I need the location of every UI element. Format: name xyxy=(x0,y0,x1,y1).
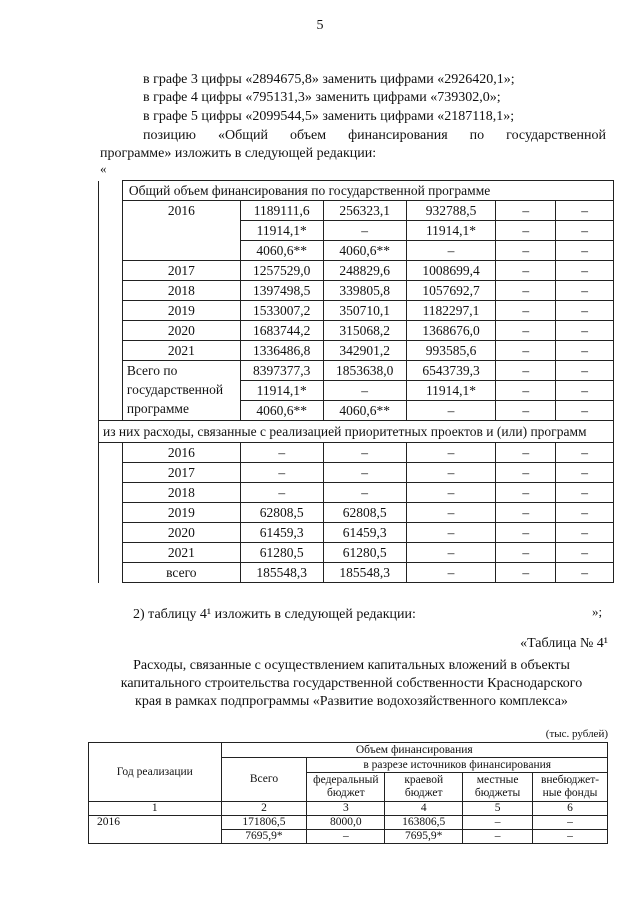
value-cell: – xyxy=(556,543,614,563)
quote-open: « xyxy=(100,161,107,176)
replace-line-col5: в графе 5 цифры «2099544,5» заменить цифрами «2187118,1»; xyxy=(143,109,515,124)
col-regional-header: краевой бюджет xyxy=(385,773,463,802)
value-cell: – xyxy=(556,563,614,583)
value-cell: 171806,5 xyxy=(221,816,307,830)
value-cell: 339805,8 xyxy=(323,281,406,301)
value-cell: – xyxy=(406,463,496,483)
value-cell: 315068,2 xyxy=(323,321,406,341)
table-row xyxy=(99,463,614,483)
value-cell: 993585,6 xyxy=(406,341,496,361)
value-cell: 61280,5 xyxy=(240,543,323,563)
value-cell: – xyxy=(496,221,556,241)
year-cell: 2020 xyxy=(122,523,240,543)
col-number: 1 xyxy=(89,802,222,816)
value-cell: – xyxy=(406,241,496,261)
value-cell: 932788,5 xyxy=(406,201,496,221)
year-cell: 2016 xyxy=(122,443,240,463)
position-word: государственной xyxy=(506,128,606,143)
position-word: объем xyxy=(290,128,327,143)
value-cell: – xyxy=(556,483,614,503)
value-cell: – xyxy=(496,321,556,341)
table-row xyxy=(99,483,614,503)
table-row xyxy=(89,802,608,816)
value-cell: 1008699,4 xyxy=(406,261,496,281)
position-word: финансирования xyxy=(348,128,448,143)
value-cell: – xyxy=(496,523,556,543)
value-cell: 1189111,6 xyxy=(240,201,323,221)
value-cell: – xyxy=(556,301,614,321)
col-number: 6 xyxy=(533,802,608,816)
value-cell: 350710,1 xyxy=(323,301,406,321)
value-cell: 4060,6** xyxy=(323,401,406,421)
value-cell: 8000,0 xyxy=(307,816,385,830)
value-cell: 1182297,1 xyxy=(406,301,496,321)
replace-line-col3: в графе 3 цифры «2894675,8» заменить цифрами «2926420,1»; xyxy=(143,72,515,87)
value-cell: – xyxy=(556,463,614,483)
quote-close: »; xyxy=(592,604,603,619)
value-cell: 256323,1 xyxy=(323,201,406,221)
value-cell: – xyxy=(556,241,614,261)
value-cell: – xyxy=(323,483,406,503)
value-cell: 1257529,0 xyxy=(240,261,323,281)
value-cell: – xyxy=(496,361,556,381)
value-cell: 6543739,3 xyxy=(406,361,496,381)
table-row xyxy=(99,301,614,321)
year-cell: 2016 xyxy=(122,201,240,261)
table-row xyxy=(99,261,614,281)
value-cell: 1057692,7 xyxy=(406,281,496,301)
value-cell: – xyxy=(496,301,556,321)
value-cell: – xyxy=(307,830,385,844)
value-cell: – xyxy=(496,503,556,523)
col-by-source-header: в разрезе источников финансирования xyxy=(307,758,608,773)
value-cell: – xyxy=(556,503,614,523)
value-cell: – xyxy=(556,361,614,381)
year-cell: 2021 xyxy=(122,543,240,563)
value-cell: – xyxy=(406,543,496,563)
value-cell: – xyxy=(496,241,556,261)
value-cell: – xyxy=(240,483,323,503)
value-cell: 185548,3 xyxy=(240,563,323,583)
col-number: 3 xyxy=(307,802,385,816)
table-row xyxy=(99,201,614,221)
year-cell: 2019 xyxy=(122,301,240,321)
value-cell: 11914,1* xyxy=(240,221,323,241)
year-cell: 2019 xyxy=(122,503,240,523)
position-line-2: программе» изложить в следующей редакции: xyxy=(100,146,377,161)
value-cell: – xyxy=(323,463,406,483)
value-cell: 185548,3 xyxy=(323,563,406,583)
value-cell: 342901,2 xyxy=(323,341,406,361)
table-label: «Таблица № 4¹ xyxy=(520,636,608,651)
position-word: «Общий xyxy=(217,128,268,143)
value-cell: – xyxy=(556,261,614,281)
value-cell: – xyxy=(556,401,614,421)
table-row xyxy=(99,181,614,201)
value-cell: 1533007,2 xyxy=(240,301,323,321)
year-cell: 2018 xyxy=(122,281,240,301)
table-row xyxy=(99,281,614,301)
value-cell: 4060,6** xyxy=(240,241,323,261)
page-number: 5 xyxy=(316,18,324,33)
value-cell: – xyxy=(240,443,323,463)
value-cell: – xyxy=(323,221,406,241)
priority-projects-text: из них расходы, связанные с реализацией приоритетных проектов и (или) программ xyxy=(99,421,614,443)
col-number: 2 xyxy=(221,802,307,816)
value-cell: 1368676,0 xyxy=(406,321,496,341)
value-cell: 7695,9* xyxy=(385,830,463,844)
value-cell: – xyxy=(533,816,608,830)
value-cell: – xyxy=(496,483,556,503)
position-word: по xyxy=(469,128,485,143)
value-cell: – xyxy=(556,443,614,463)
year-cell: 2017 xyxy=(122,261,240,281)
year-cell: 2016 xyxy=(89,816,222,844)
col-number: 4 xyxy=(385,802,463,816)
table-row xyxy=(99,361,614,381)
year-cell: 2018 xyxy=(122,483,240,503)
value-cell: – xyxy=(496,261,556,281)
table-row xyxy=(99,421,614,443)
value-cell: 1683744,2 xyxy=(240,321,323,341)
item-2-text: 2) таблицу 4¹ изложить в следующей редакции: xyxy=(133,607,416,622)
col-offbudget-header: внебюджет- ные фонды xyxy=(533,773,608,802)
table-row xyxy=(99,503,614,523)
value-cell: 62808,5 xyxy=(240,503,323,523)
value-cell: – xyxy=(496,281,556,301)
value-cell: 1336486,8 xyxy=(240,341,323,361)
value-cell: – xyxy=(556,321,614,341)
col-number: 5 xyxy=(463,802,533,816)
value-cell: 1397498,5 xyxy=(240,281,323,301)
table-row xyxy=(99,523,614,543)
col-year-header: Год реализации xyxy=(89,743,222,802)
value-cell: 11914,1* xyxy=(406,381,496,401)
value-cell: 8397377,3 xyxy=(240,361,323,381)
value-cell: – xyxy=(556,341,614,361)
col-total-header: Всего xyxy=(221,758,307,802)
year-cell: 2017 xyxy=(122,463,240,483)
value-cell: – xyxy=(406,443,496,463)
year-cell: 2020 xyxy=(122,321,240,341)
value-cell: 248829,6 xyxy=(323,261,406,281)
value-cell: – xyxy=(496,543,556,563)
replace-line-col4: в графе 4 цифры «795131,3» заменить цифрами «739302,0»; xyxy=(143,90,501,105)
value-cell: – xyxy=(323,443,406,463)
table-row xyxy=(99,543,614,563)
value-cell: – xyxy=(406,563,496,583)
value-cell: – xyxy=(496,401,556,421)
value-cell: 4060,6** xyxy=(323,241,406,261)
value-cell: 4060,6** xyxy=(240,401,323,421)
value-cell: – xyxy=(406,503,496,523)
col-federal-header: федеральный бюджет xyxy=(307,773,385,802)
value-cell: – xyxy=(406,401,496,421)
table-row xyxy=(99,341,614,361)
value-cell: – xyxy=(406,523,496,543)
table-row xyxy=(99,563,614,583)
value-cell: – xyxy=(240,463,323,483)
year-cell: 2021 xyxy=(122,341,240,361)
position-line xyxy=(143,128,606,144)
value-cell: 7695,9* xyxy=(221,830,307,844)
table-row xyxy=(89,743,608,758)
position-word: позицию xyxy=(143,128,196,143)
value-cell: 61280,5 xyxy=(323,543,406,563)
value-cell: – xyxy=(556,221,614,241)
value-cell: – xyxy=(406,483,496,503)
col-volume-header: Объем финансирования xyxy=(221,743,607,758)
value-cell: – xyxy=(496,463,556,483)
table-row xyxy=(89,816,608,830)
section-title: Расходы, связанные с осуществлением капитальных вложений в объекты капитального строительства государственной собственности Краснодарского края в рамках подпрограммы «Развитие водохозяйственного комплекса» xyxy=(120,658,583,709)
value-cell: – xyxy=(556,281,614,301)
value-cell: – xyxy=(463,830,533,844)
col-local-header: местные бюджеты xyxy=(463,773,533,802)
total-label: Всего по государственной программе xyxy=(122,361,240,421)
value-cell: 163806,5 xyxy=(385,816,463,830)
value-cell: – xyxy=(496,563,556,583)
value-cell: – xyxy=(533,830,608,844)
financing-table xyxy=(98,180,614,583)
value-cell: – xyxy=(496,201,556,221)
value-cell: – xyxy=(556,381,614,401)
value-cell: – xyxy=(496,341,556,361)
value-cell: – xyxy=(556,201,614,221)
value-cell: 11914,1* xyxy=(406,221,496,241)
value-cell: – xyxy=(323,381,406,401)
financing-header: Общий объем финансирования по государственной программе xyxy=(122,181,613,201)
value-cell: 62808,5 xyxy=(323,503,406,523)
value-cell: – xyxy=(463,816,533,830)
value-cell: – xyxy=(496,381,556,401)
capital-investment-table xyxy=(88,742,608,844)
value-cell: 61459,3 xyxy=(240,523,323,543)
year-cell: всего xyxy=(122,563,240,583)
value-cell: 11914,1* xyxy=(240,381,323,401)
value-cell: – xyxy=(496,443,556,463)
table-row xyxy=(99,443,614,463)
value-cell: 1853638,0 xyxy=(323,361,406,381)
table-row xyxy=(99,321,614,341)
units-label: (тыс. рублей) xyxy=(545,728,608,740)
value-cell: 61459,3 xyxy=(323,523,406,543)
value-cell: – xyxy=(556,523,614,543)
